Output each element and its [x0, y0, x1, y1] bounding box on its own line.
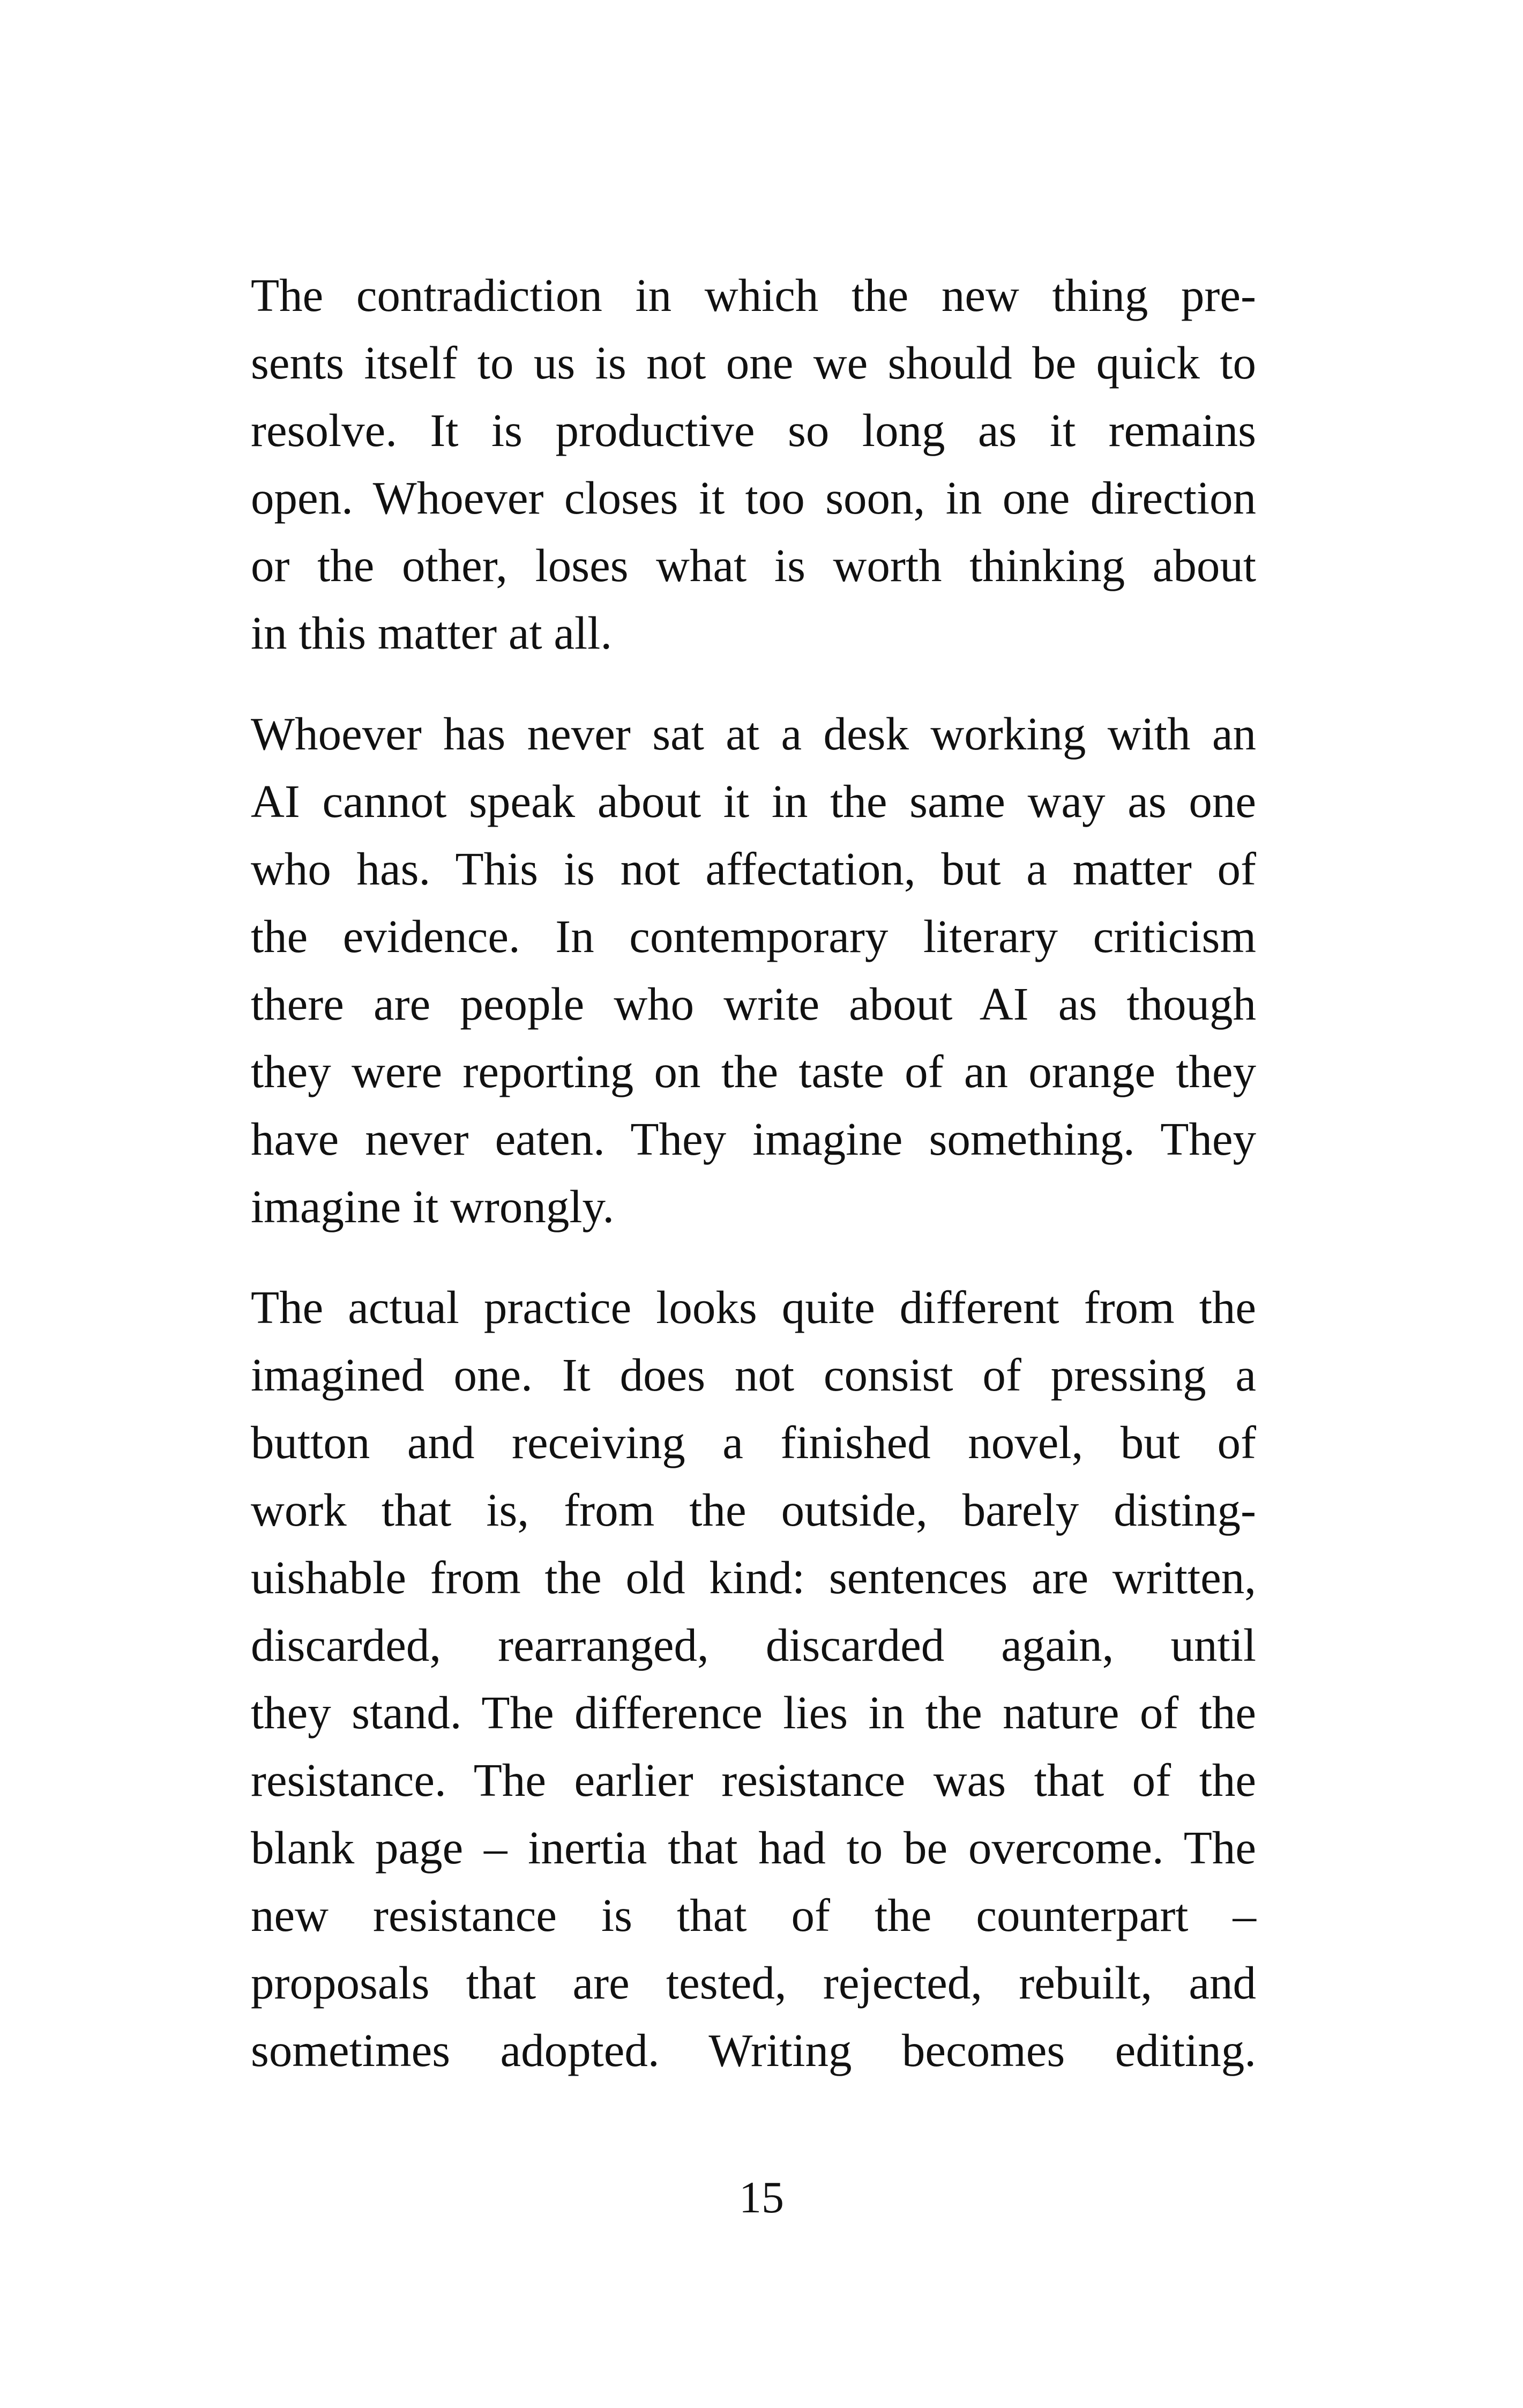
text-line: new resistance is that of the counterpart – — [251, 1889, 1256, 1941]
text-line: or the other, loses what is worth thinking about — [251, 539, 1256, 591]
text-line: resistance. The earlier resistance was that of the — [251, 1754, 1256, 1806]
text-line: resolve. It is productive so long as it remains — [251, 404, 1256, 456]
text-line: in this matter at all. — [251, 607, 613, 659]
body-text — [251, 262, 1256, 2117]
text-line: they stand. The difference lies in the nature of the — [251, 1686, 1256, 1738]
text-line: blank page – inertia that had to be overcome. The — [251, 1822, 1256, 1874]
text-line: imagined one. It does not consist of pressing a — [251, 1349, 1256, 1401]
text-line: open. Whoever closes it too soon, in one direction — [251, 472, 1256, 524]
text-line: work that is, from the outside, barely disting- — [251, 1484, 1256, 1536]
text-line: have never eaten. They imagine something. They — [251, 1113, 1256, 1165]
text-line: The actual practice looks quite different from the — [251, 1281, 1256, 1333]
text-line: who has. This is not affectation, but a matter of — [251, 843, 1256, 895]
page-number: 15 — [739, 2173, 784, 2223]
paragraph — [251, 1274, 1256, 2084]
text-line: uishable from the old kind: sentences are written, — [251, 1551, 1256, 1603]
text-line: AI cannot speak about it in the same way as one — [251, 775, 1256, 827]
text-line: button and receiving a finished novel, but of — [251, 1416, 1256, 1468]
paragraph — [251, 262, 1256, 667]
text-line: discarded, rearranged, discarded again, until — [251, 1619, 1256, 1671]
paragraph — [251, 700, 1256, 1240]
text-line: Whoever has never sat at a desk working with an — [251, 708, 1256, 760]
text-line: the evidence. In contemporary literary criticism — [251, 910, 1256, 962]
text-line: they were reporting on the taste of an orange they — [251, 1045, 1256, 1097]
text-line: imagine it wrongly. — [251, 1180, 615, 1232]
text-line: there are people who write about AI as though — [251, 978, 1256, 1030]
text-line: sometimes adopted. Writing becomes editing. — [251, 2024, 1256, 2076]
text-line: sents itself to us is not one we should be quick to — [251, 337, 1256, 389]
text-line: proposals that are tested, rejected, rebuilt, and — [251, 1957, 1256, 2009]
text-line: The contradiction in which the new thing pre- — [251, 269, 1256, 321]
